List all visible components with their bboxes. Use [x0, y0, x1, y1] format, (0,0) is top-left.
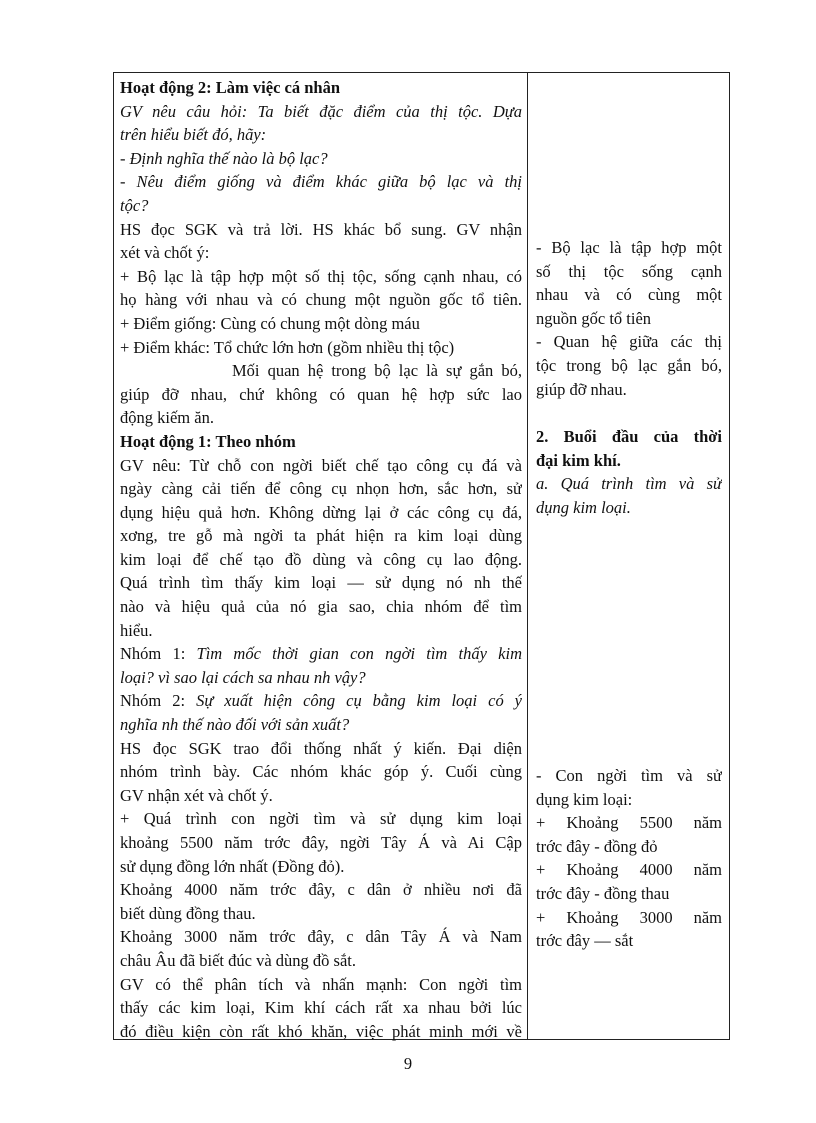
text-line: - Bộ lạc là tập hợp một	[536, 238, 722, 257]
heading-line: 2. Buổi đầu của thời	[536, 427, 722, 446]
text-line: loại? vì sao lại cách sa nhau nh vậy?	[120, 667, 366, 687]
content-column	[528, 73, 729, 1039]
text-line: nghĩa nh thế nào đối với sản xuất?	[120, 715, 350, 735]
text-line: nhóm trình bày. Các nhóm khác góp ý. Cuối cùng	[120, 762, 522, 782]
lesson-table	[113, 72, 730, 1040]
text-line: họ hàng với nhau và có chung một nguồn gốc tổ tiên.	[120, 290, 522, 310]
text-line: xét và chốt ý:	[120, 243, 210, 263]
text-line: + Điểm khác: Tổ chức lớn hơn (gồm nhiều thị tộc)	[120, 337, 455, 357]
group-task-question: Tìm mốc thời gian con ngời tìm thấy kim	[196, 644, 522, 664]
heading-line: Hoạt động 2: Làm việc cá nhân	[120, 78, 341, 97]
text-line: GV nêu: Từ chỗ con ngời biết chế tạo công cụ đá và	[120, 455, 522, 475]
text-line: khoảng 5500 năm trớc đây, ngời Tây Á và Ai Cập	[120, 833, 522, 852]
text-line: GV nhận xét và chốt ý.	[120, 785, 273, 805]
text-line: châu Âu đã biết đúc và dùng đồ sắt.	[120, 950, 356, 970]
text-line: biết dùng đồng thau.	[120, 903, 256, 923]
text-line: trớc đây — sắt	[536, 931, 634, 951]
heading-line: Hoạt động 1: Theo nhóm	[120, 431, 296, 451]
text-line: - Quan hệ giữa các thị	[536, 332, 722, 352]
text-line: GV có thể phân tích và nhấn mạnh: Con ngời tìm	[120, 974, 522, 994]
text-line: + Khoảng 3000 năm	[536, 907, 722, 927]
text-line: Mối quan hệ trong bộ lạc là sự gắn bó,	[232, 361, 522, 381]
metal-timeline-block	[536, 764, 722, 953]
group-task-line	[120, 642, 522, 666]
text-line: kim loại để chế tạo đồ dùng và công cụ lao động.	[120, 549, 522, 569]
text-line: giúp đỡ nhau, chứ không có quan hệ hợp sức lao	[120, 384, 522, 404]
group-task-question: Sự xuất hiện công cụ bằng kim loại có ý	[196, 691, 522, 711]
text-line: trớc đây - đồng đỏ	[536, 836, 658, 856]
text-line: dụng hiệu quả hơn. Không dừng lại ở các công cụ đá,	[120, 502, 522, 522]
text-line: hiểu.	[120, 620, 153, 640]
text-line: - Con ngời tìm và sử	[536, 766, 722, 785]
activities-column	[114, 73, 528, 1039]
text-line: + Bộ lạc là tập hợp một số thị tộc, sống cạnh nhau, có	[120, 266, 522, 286]
text-line: a. Quá trình tìm và sử	[536, 474, 722, 494]
text-line: GV nêu câu hỏi: Ta biết đặc điểm của thị tộc. Dựa	[120, 101, 522, 121]
text-line: + Điểm giống: Cùng có chung một dòng máu	[120, 313, 420, 333]
group-label: Nhóm 2:	[120, 691, 197, 711]
text-line: nhau và có cùng một	[536, 285, 722, 305]
tribe-summary-block	[536, 236, 722, 401]
text-line: - Nêu điểm giống và điểm khác giữa bộ lạc và thị	[120, 172, 522, 192]
text-line: nguồn gốc tổ tiên	[536, 308, 652, 328]
text-line: tộc trong bộ lạc gắn bó,	[536, 355, 722, 375]
text-line: HS đọc SGK trao đổi thống nhất ý kiến. Đại diện	[120, 738, 522, 758]
text-line: trớc đây - đồng thau	[536, 883, 670, 903]
text-line: xơng, tre gỗ mà ngời ta phát hiện ra kim loại dùng	[120, 526, 522, 546]
text-line: sử dụng đồng lớn nhất (Đồng đỏ).	[120, 856, 345, 876]
text-line: - Định nghĩa thế nào là bộ lạc?	[120, 148, 328, 168]
text-line: tộc?	[120, 195, 149, 215]
page-number: 9	[403, 1054, 413, 1073]
text-line: động kiếm ăn.	[120, 408, 214, 428]
metal-age-heading-block	[536, 425, 722, 519]
text-line: đó điều kiện còn rất khó khăn, việc phát minh mới về	[120, 1021, 522, 1041]
heading-line: đại kim khí.	[536, 450, 621, 470]
text-line: + Quá trình con ngời tìm và sử dụng kim loại	[120, 809, 522, 829]
text-line: HS đọc SGK và trả lời. HS khác bổ sung. GV nhận	[120, 219, 522, 239]
group-task-line	[120, 689, 522, 713]
text-line: trên hiểu biết đó, hãy:	[120, 125, 267, 145]
text-line: Khoảng 4000 năm trớc đây, c dân ở nhiều nơi đã	[120, 880, 522, 900]
text-line: Khoảng 3000 năm trớc đây, c dân Tây Á và Nam	[120, 927, 522, 947]
text-line: dụng kim loại:	[536, 789, 633, 809]
group-label: Nhóm 1:	[120, 644, 197, 664]
text-line: Quá trình tìm thấy kim loại — sử dụng nó nh thế	[120, 573, 522, 593]
text-line: ngày càng cải tiến để công cụ nhọn hơn, sắc hơn, sử	[120, 479, 522, 499]
text-line: số thị tộc sống cạnh	[536, 261, 722, 281]
text-line: dụng kim loại.	[536, 497, 631, 517]
text-line: giúp đỡ nhau.	[536, 379, 627, 399]
text-line: + Khoảng 4000 năm	[536, 860, 722, 880]
text-line: thấy các kim loại, Kim khí cách rất xa nhau bởi lúc	[120, 998, 522, 1018]
text-line: + Khoảng 5500 năm	[536, 813, 722, 833]
text-line: nào và hiệu quả của nó gia sao, chia nhóm để tìm	[120, 597, 522, 617]
